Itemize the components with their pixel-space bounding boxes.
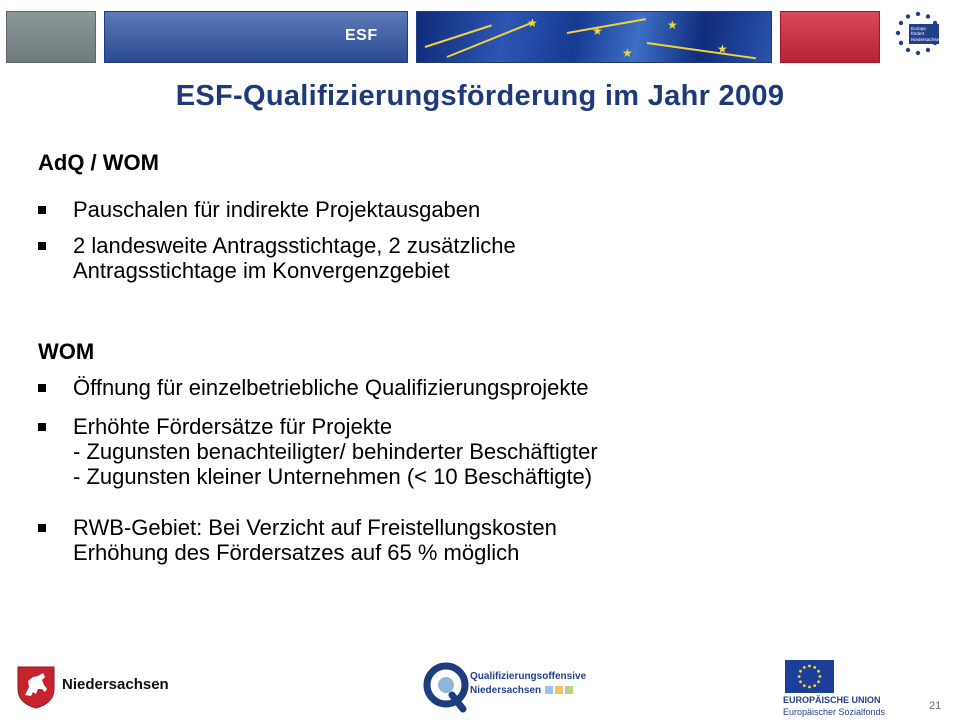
header-blue-panel [104, 11, 408, 63]
header-eu-flag-image [416, 11, 772, 63]
header-banner [0, 0, 960, 70]
logo-text-line2: Niedersachsen [911, 36, 942, 42]
square-bullet-icon [38, 384, 46, 392]
bullet-text: Pauschalen für indirekte Projektausgaben [73, 197, 481, 222]
bullet-text: RWB-Gebiet: Bei Verzicht auf Freistellungskosten Erhöhung des Fördersatzes auf 65 % möglich [73, 515, 557, 565]
square-bullet-icon [38, 242, 46, 250]
square-bullet-icon [38, 206, 46, 214]
section-heading-adq-wom: AdQ / WOM [38, 150, 159, 175]
light-streak [567, 18, 646, 34]
bullet-text: Öffnung für einzelbetriebliche Qualifizierungsprojekte [73, 375, 589, 400]
star-icon: ★ [667, 18, 678, 32]
star-icon: ★ [527, 16, 538, 30]
bullet-text: Erhöhte Fördersätze für Projekte - Zugunsten benachteiligter/ behinderter Beschäftigter - Zugunsten kleiner Unternehmen (< 10 Beschäftigte) [73, 414, 598, 489]
square-bullet-icon [38, 524, 46, 532]
header-red-panel [780, 11, 880, 63]
light-streak [447, 22, 531, 58]
eu-flag-icon [785, 660, 834, 693]
color-square [555, 686, 563, 694]
qualifizierungsoffensive-q-icon [421, 659, 471, 713]
color-square [545, 686, 553, 694]
square-bullet-icon [38, 423, 46, 431]
logo-text-line1: Europa fördert [911, 26, 926, 37]
section-heading-wom: WOM [38, 339, 95, 364]
niedersachsen-horse-crest-icon [16, 665, 56, 709]
qualifizierungsoffensive-label: Qualifizierungsoffensive [470, 671, 587, 682]
footer [0, 650, 960, 720]
star-icon: ★ [592, 24, 603, 38]
star-icon: ★ [622, 46, 633, 60]
header-gray-panel [6, 11, 96, 63]
color-square [565, 686, 573, 694]
europa-foerdert-logo [888, 9, 948, 63]
bullet-text: 2 landesweite Antragsstichtage, 2 zusätzliche Antragsstichtage im Konvergenzgebiet [73, 233, 516, 283]
light-streak [647, 42, 756, 59]
qualifizierungsoffensive-sublabel: Niedersachsen [470, 685, 542, 696]
esf-fund-label: Europäischer Sozialfonds [783, 707, 886, 717]
slide-title: ESF-Qualifizierungsförderung im Jahr 2009 [175, 80, 785, 112]
page-number: 21 [929, 700, 942, 712]
light-streak [425, 24, 492, 48]
star-icon: ★ [717, 42, 728, 56]
esf-label: ESF [345, 27, 378, 44]
eu-star-circle-icon [785, 660, 834, 693]
eu-union-label: EUROPÄISCHE UNION [783, 695, 881, 705]
europa-foerdert-label [909, 24, 942, 44]
niedersachsen-label: Niedersachsen [62, 676, 169, 693]
